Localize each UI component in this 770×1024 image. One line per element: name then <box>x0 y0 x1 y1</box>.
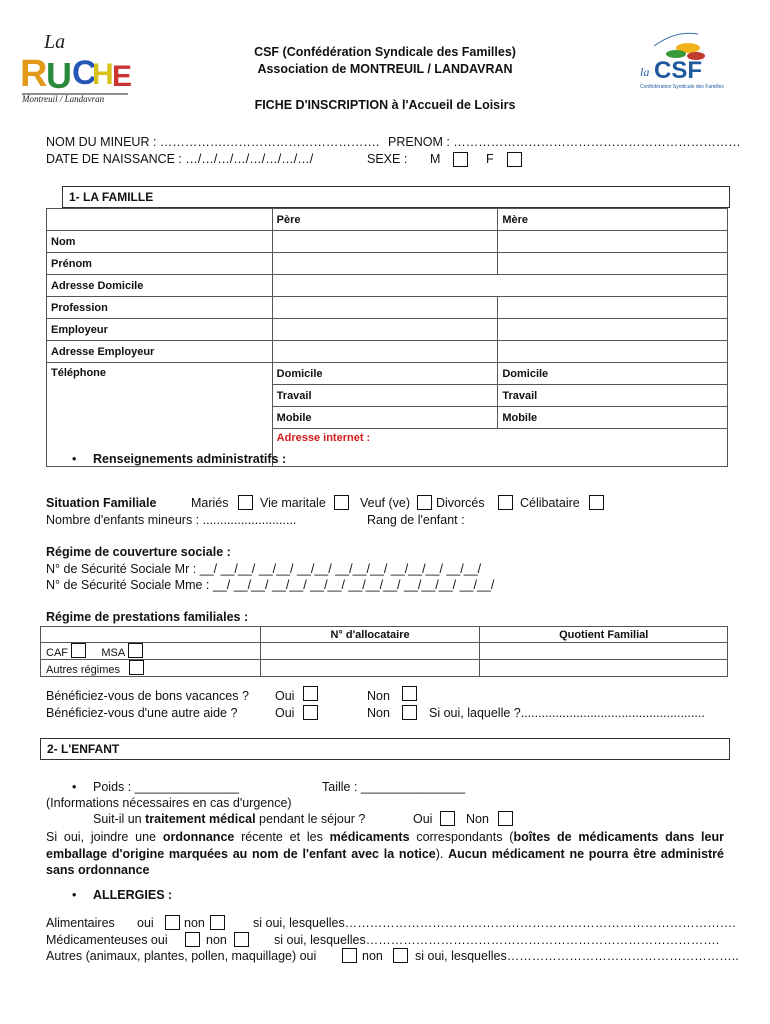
aide-oui-checkbox[interactable] <box>303 705 318 720</box>
input-employeur-mere[interactable] <box>498 319 728 341</box>
svg-text:U: U <box>46 55 72 96</box>
alim-oui-checkbox[interactable] <box>165 915 180 930</box>
input-profession-pere[interactable] <box>272 297 498 319</box>
alim-oui-label: oui <box>137 916 154 930</box>
autres-non-label: non <box>362 949 383 963</box>
input-quotient-2[interactable] <box>480 660 728 677</box>
svg-text:CSF: CSF <box>654 57 702 84</box>
rang-enfant: Rang de l'enfant : <box>367 513 465 527</box>
form-title: FICHE D'INSCRIPTION à l'Accueil de Loisirs <box>254 98 516 112</box>
bullet-icon: • <box>72 888 77 902</box>
adresse-internet[interactable]: Adresse internet : <box>272 429 727 467</box>
col-pere: Père <box>272 209 498 231</box>
prestations-heading: Régime de prestations familiales : <box>46 610 249 624</box>
medic-oui-checkbox[interactable] <box>185 932 200 947</box>
bullet-icon: • <box>72 780 77 794</box>
celibataire-checkbox[interactable] <box>589 495 604 510</box>
celibataire-label: Célibataire <box>520 496 580 510</box>
situation-label: Situation Familiale <box>46 496 157 510</box>
ordonnance-paragraph: Si oui, joindre une ordonnance récente et les médicaments correspondants (boîtes de médicaments dans leur emballage d'origine marquées au nom de l'enfant avec la notice). Aucun médicament ne pourra être administré sans ordonnance <box>46 830 725 877</box>
input-adr-emp-pere[interactable] <box>272 341 498 363</box>
prenom: PRENOM : …………………………………………………………… <box>388 135 741 149</box>
input-allocataire-1[interactable] <box>260 643 480 660</box>
vacances-non-checkbox[interactable] <box>402 686 417 701</box>
divorces-checkbox[interactable] <box>498 495 513 510</box>
header-title-2: Association de MONTREUIL / LANDAVRAN <box>257 62 513 76</box>
autres-oui-checkbox[interactable] <box>342 948 357 963</box>
secu-mme: N° de Sécurité Sociale Mme : __/ __/__/ __/__/ __/__/ __/__/__/ __/__/__/ __/__/ <box>46 578 495 592</box>
col-quotient: Quotient Familial <box>480 627 728 643</box>
svg-text:la: la <box>640 65 650 79</box>
col-allocataire: N° d'allocataire <box>260 627 480 643</box>
vacances-oui-checkbox[interactable] <box>303 686 318 701</box>
input-prenom-pere[interactable] <box>272 253 498 275</box>
sexe-m-checkbox[interactable] <box>453 152 468 167</box>
autres-regimes-checkbox[interactable] <box>129 660 144 675</box>
aide-non-label: Non <box>367 706 390 720</box>
bullet-icon: • <box>72 452 77 466</box>
input-quotient-1[interactable] <box>480 643 728 660</box>
logo-csf <box>636 26 728 92</box>
medic-non-checkbox[interactable] <box>234 932 249 947</box>
si-oui-laquelle: Si oui, laquelle ?..................................................... <box>429 706 705 720</box>
secu-mr: N° de Sécurité Sociale Mr : __/ __/__/ __/__/ __/__/ __/__/__/ __/__/__/ __/__/ <box>46 562 482 576</box>
divorces-label: Divorcés <box>436 496 485 510</box>
input-adresse[interactable] <box>272 275 727 297</box>
svg-text:La: La <box>44 31 66 53</box>
svg-text:C: C <box>72 54 97 92</box>
row-adresse-employeur: Adresse Employeur <box>47 341 273 363</box>
caf-label: CAF <box>46 647 68 659</box>
aide-non-checkbox[interactable] <box>402 705 417 720</box>
autres-lesquelles: si oui, lesquelles……………………………………………….. <box>415 949 739 963</box>
vacances-non-label: Non <box>367 689 390 703</box>
tel-travail-pere[interactable]: Travail <box>272 385 498 407</box>
prestations-table <box>40 626 728 677</box>
row-prenom: Prénom <box>47 253 273 275</box>
autres-allergies-label: Autres (animaux, plantes, pollen, maquillage) oui <box>46 949 317 963</box>
vie-maritale-checkbox[interactable] <box>334 495 349 510</box>
input-adr-emp-mere[interactable] <box>498 341 728 363</box>
tel-mobile-pere[interactable]: Mobile <box>272 407 498 429</box>
row-employeur: Employeur <box>47 319 273 341</box>
alim-non-label: non <box>184 916 205 930</box>
svg-text:E: E <box>112 60 132 93</box>
medicamenteuses-label: Médicamenteuses oui <box>46 933 168 947</box>
input-nom-pere[interactable] <box>272 231 498 253</box>
nom-mineur: NOM DU MINEUR : …………….………………………………. <box>46 135 380 149</box>
svg-text:Montreuil / Landavran: Montreuil / Landavran <box>22 94 105 104</box>
svg-text:R: R <box>20 53 48 95</box>
traitement-non-label: Non <box>466 812 489 826</box>
famille-table <box>46 208 728 467</box>
input-nom-mere[interactable] <box>498 231 728 253</box>
traitement-non-checkbox[interactable] <box>498 811 513 826</box>
info-urgence: (Informations nécessaires en cas d'urgence) <box>46 796 292 810</box>
veuf-label: Veuf (ve) <box>360 496 411 510</box>
taille: Taille : _______________ <box>322 780 466 794</box>
col-mere: Mère <box>498 209 728 231</box>
alimentaires-label: Alimentaires <box>46 916 115 930</box>
sexe-f-label: F <box>486 152 494 166</box>
tel-mobile-mere[interactable]: Mobile <box>498 407 728 429</box>
nb-enfants: Nombre d'enfants mineurs : ........................... <box>46 513 297 527</box>
row-nom: Nom <box>47 231 273 253</box>
date-naissance: DATE DE NAISSANCE : …/…/…/…/…/…/…/…/ <box>46 152 314 166</box>
svg-text:Confédération Syndicale des Fa: Confédération Syndicale des Familles <box>640 84 724 90</box>
medic-non-label: non <box>206 933 227 947</box>
input-allocataire-2[interactable] <box>260 660 480 677</box>
traitement-oui-label: Oui <box>413 812 433 826</box>
sexe-f-checkbox[interactable] <box>507 152 522 167</box>
allergies-heading: ALLERGIES : <box>93 888 173 902</box>
header-title-1: CSF (Confédération Syndicale des Familles) <box>254 45 516 59</box>
svg-text:H: H <box>92 58 114 91</box>
section-famille: 1- LA FAMILLE <box>62 186 730 208</box>
autre-aide-question: Bénéficiez-vous d'une autre aide ? <box>46 706 238 720</box>
maries-checkbox[interactable] <box>238 495 253 510</box>
logo-la-ruche <box>16 28 132 104</box>
tel-domicile-mere[interactable]: Domicile <box>498 363 728 385</box>
autres-regimes-label: Autres régimes <box>46 664 120 676</box>
msa-checkbox[interactable] <box>128 643 143 658</box>
section-enfant: 2- L'ENFANT <box>40 738 730 760</box>
vacances-oui-label: Oui <box>275 689 295 703</box>
bons-vacances-question: Bénéficiez-vous de bons vacances ? <box>46 689 249 703</box>
medic-lesquelles: si oui, lesquelles…………………………………………………………………………. <box>274 933 720 947</box>
alim-non-checkbox[interactable] <box>210 915 225 930</box>
caf-checkbox[interactable] <box>71 643 86 658</box>
tel-travail-mere[interactable]: Travail <box>498 385 728 407</box>
sexe-m-label: M <box>430 152 441 166</box>
traitement-oui-checkbox[interactable] <box>440 811 455 826</box>
tel-domicile-pere[interactable]: Domicile <box>272 363 498 385</box>
msa-label: MSA <box>101 647 125 659</box>
maries-label: Mariés <box>191 496 229 510</box>
aide-oui-label: Oui <box>275 706 295 720</box>
poids: Poids : _______________ <box>93 780 239 794</box>
sexe-label: SEXE : <box>367 152 408 166</box>
vie-maritale-label: Vie maritale <box>260 496 326 510</box>
row-telephone: Téléphone <box>47 363 273 467</box>
veuf-checkbox[interactable] <box>417 495 432 510</box>
alim-lesquelles: si oui, lesquelles…………………………………………………………………………………. <box>253 916 736 930</box>
input-employeur-pere[interactable] <box>272 319 498 341</box>
input-profession-mere[interactable] <box>498 297 728 319</box>
autres-non-checkbox[interactable] <box>393 948 408 963</box>
input-prenom-mere[interactable] <box>498 253 728 275</box>
traitement-question: Suit-il un traitement médical pendant le séjour ? <box>93 812 366 826</box>
row-adresse: Adresse Domicile <box>47 275 273 297</box>
admin-heading: Renseignements administratifs : <box>93 452 287 466</box>
row-profession: Profession <box>47 297 273 319</box>
regime-heading: Régime de couverture sociale : <box>46 545 231 559</box>
